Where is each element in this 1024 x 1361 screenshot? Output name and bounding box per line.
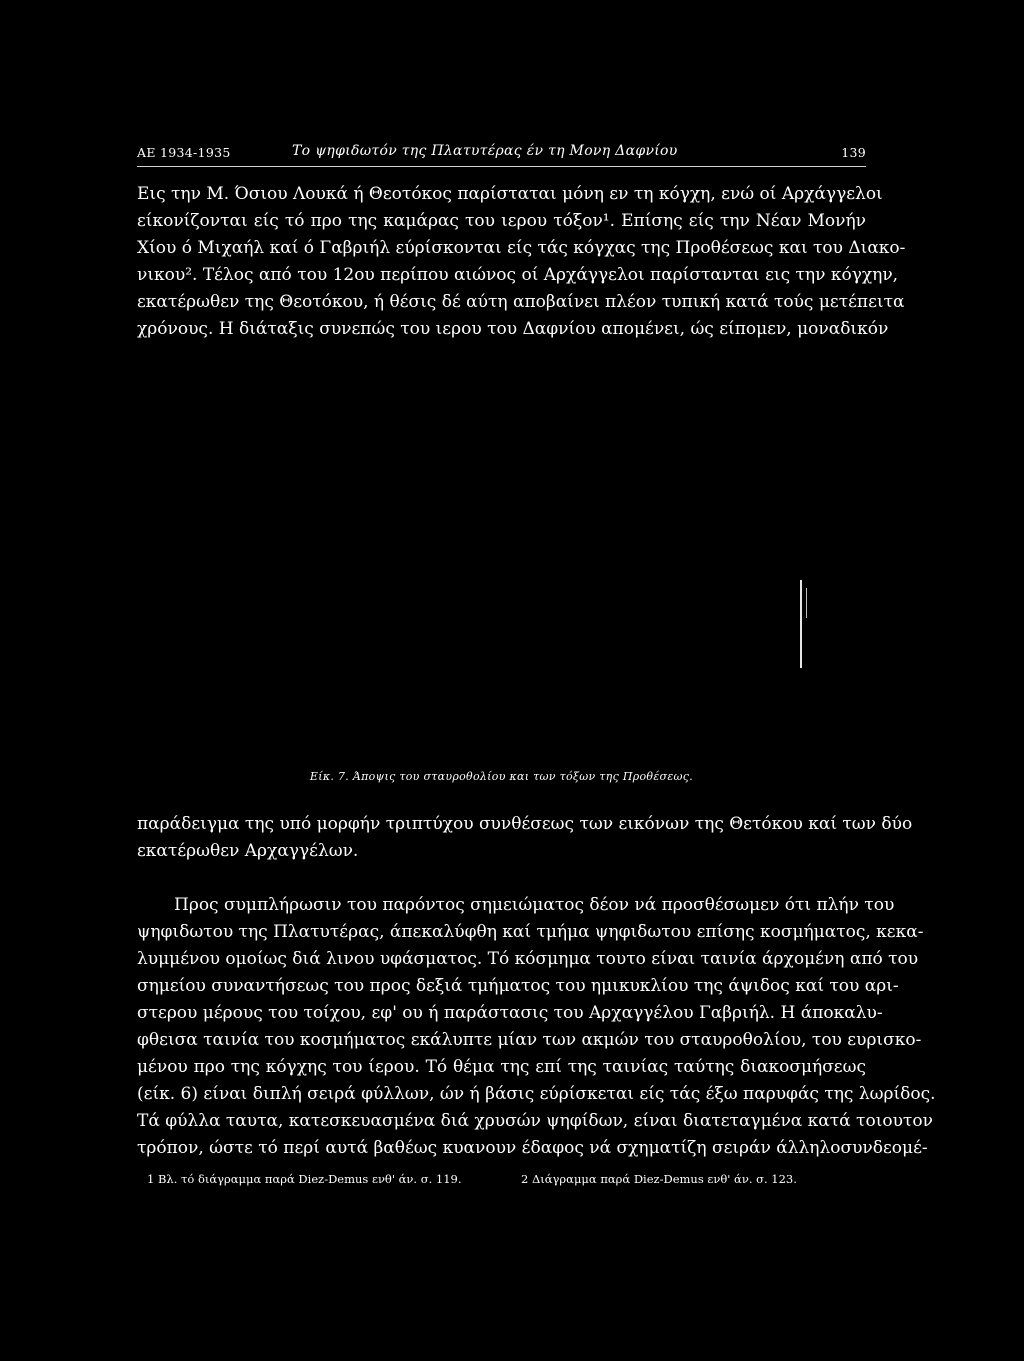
text-line: σημείου συναντήσεως του προς δεξιά τμήματος του ημικυκλίου της άψιδος καί του αρι- [137,976,899,996]
running-title: Το ψηφιδωτόν της Πλατυτέρας έν τη Μονη Δαφνίου [292,143,678,159]
text-line: λυμμένου ομοίως διά λινου υφάσματος. Τό κόσμημα τουτο είναι ταινία άρχομένη από του [137,949,919,969]
paragraph-2 [137,811,913,865]
text-line: Προς συμπλήρωσιν του παρόντος σημειώματος δέον νά προσθέσωμεν ότι πλήν του [174,895,895,915]
text-line: παράδειγμα της υπό μορφήν τριπτύχου συνθέσεως των εικόνων της Θετόκου καί των δύο [137,814,913,834]
footnote-2: 2 Διάγραμμα παρά Diez-Demus ενθ' άν. σ. 123. [521,1172,797,1186]
text-line: ψηφιδωτου της Πλατυτέρας, άπεκαλύφθη καί τμήμα ψηφιδωτου επίσης κοσμήματος, κεκα- [137,922,924,942]
text-line: φθεισα ταινία του κοσμήματος εκάλυπτε μίαν των ακμών του σταυροθολίου, του ευρισκο- [137,1030,922,1050]
page-number: 139 [841,145,866,160]
journal-reference: ΑΕ 1934-1935 [137,145,231,160]
figure-caption: Είκ. 7. Άποψις του σταυροθολίου και των τόξων της Προθέσεως. [309,770,694,783]
footnotes [137,1172,866,1192]
figure-image [137,360,866,760]
text-line: στερου μέρους του τοίχου, εφ' ου ή παράστασις του Αρχαγγέλου Γαβριήλ. Η άποκαλυ- [137,1003,883,1023]
text-line: είκονίζονται είς τό προ της καμάρας του ιερου τόξον¹. Επίσης είς την Νέαν Μονήν [137,211,866,231]
text-line: χρόνους. Η διάταξις συνεπώς του ιερου του Δαφνίου απομένει, ώς είπομεν, μοναδικόν [137,319,889,339]
header-rule [137,166,866,167]
text-line: μένου προ της κόγχης του ίερου. Τό θέμα της επί της ταινίας ταύτης διακοσμήσεως [137,1057,866,1077]
paragraph-1 [137,181,906,343]
figure-mark [800,580,802,668]
figure-mark [806,588,807,618]
text-line: νικου². Τέλος από του 12ου περίπου αιώνος οί Αρχάγγελοι παρίστανται εις την κόγχην, [137,265,899,285]
running-header [137,141,866,163]
text-line: Τά φύλλα ταυτα, κατεσκευασμένα διά χρυσών ψηφίδων, είναι διατεταγμένα κατά τοιουτον [137,1111,933,1131]
text-line: Εις την Μ. Όσιου Λουκά ή Θεοτόκος παρίσταται μόνη εν τη κόγχη, ενώ οί Αρχάγγελοι [137,184,883,204]
text-line: εκατέρωθεν Αρχαγγέλων. [137,841,359,861]
text-line: τρόπον, ώστε τό περί αυτά βαθέως κυανουν έδαφος νά σχηματίζη σειράν άλληλοσυνδεομέ- [137,1138,928,1158]
paragraph-3 [137,892,936,1162]
text-line: (είκ. 6) είναι διπλή σειρά φύλλων, ών ή βάσις εύρίσκεται είς τάς έξω παρυφάς της λωρίδος. [137,1084,936,1104]
footnote-1: 1 Βλ. τό διάγραμμα παρά Diez-Demus ενθ' άν. σ. 119. [147,1172,462,1186]
text-line: Χίου ό Μιχαήλ καί ό Γαβριήλ εύρίσκονται είς τάς κόγχας της Προθέσεως και του Διακο- [137,238,906,258]
text-line: εκατέρωθεν της Θεοτόκου, ή θέσις δέ αύτη αποβαίνει πλέον τυπική κατά τούς μετέπειτα [137,292,905,312]
